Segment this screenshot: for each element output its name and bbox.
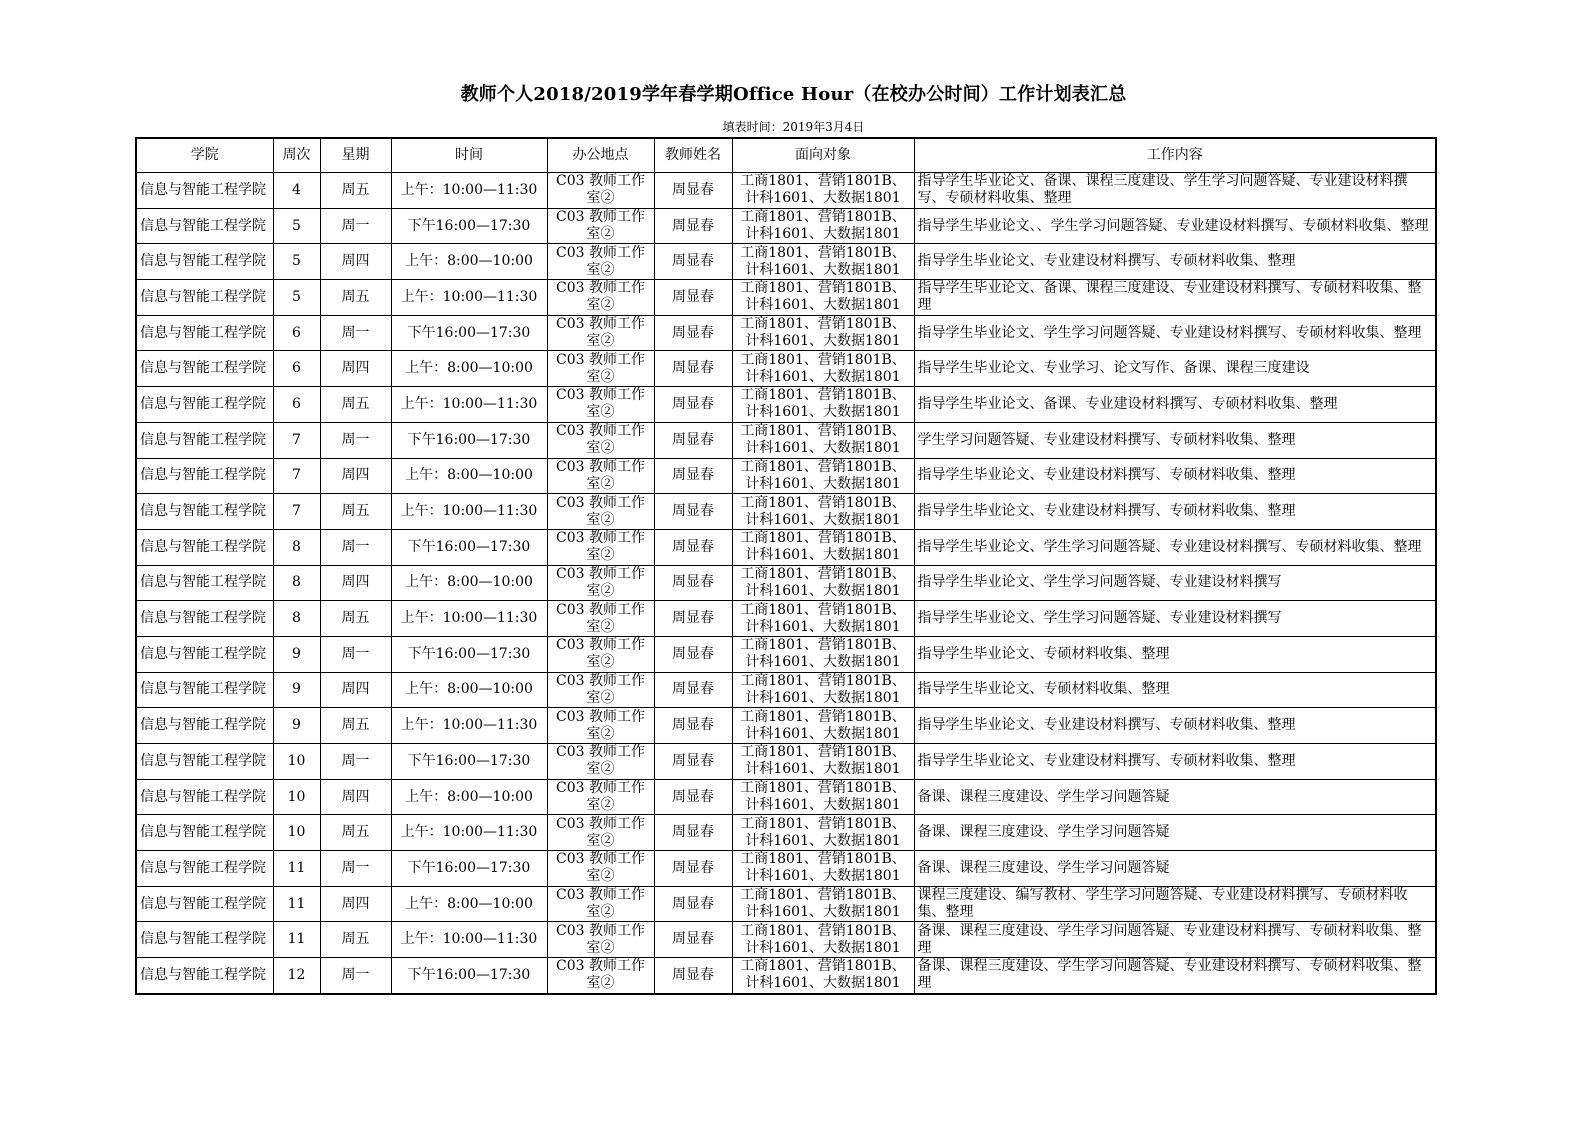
cell-place: C03 教师工作室② <box>547 529 654 565</box>
cell-target: 工商1801、营销1801B、计科1601、大数据1801 <box>732 779 914 815</box>
cell-target: 工商1801、营销1801B、计科1601、大数据1801 <box>732 244 914 280</box>
cell-college: 信息与智能工程学院 <box>136 565 273 601</box>
cell-content: 指导学生毕业论文、学生学习问题答疑、专业建设材料撰写、专硕材料收集、整理 <box>914 529 1436 565</box>
cell-target: 工商1801、营销1801B、计科1601、大数据1801 <box>732 922 914 958</box>
cell-time: 下午16:00—17:30 <box>391 744 547 780</box>
cell-time: 上午：10:00—11:30 <box>391 601 547 637</box>
cell-week: 6 <box>273 387 320 423</box>
cell-week: 4 <box>273 173 320 209</box>
cell-place: C03 教师工作室② <box>547 958 654 994</box>
cell-target: 工商1801、营销1801B、计科1601、大数据1801 <box>732 494 914 530</box>
cell-content: 指导学生毕业论文、专业建设材料撰写、专硕材料收集、整理 <box>914 744 1436 780</box>
cell-target: 工商1801、营销1801B、计科1601、大数据1801 <box>732 351 914 387</box>
cell-target: 工商1801、营销1801B、计科1601、大数据1801 <box>732 280 914 316</box>
cell-college: 信息与智能工程学院 <box>136 280 273 316</box>
cell-teacher: 周显春 <box>654 173 732 209</box>
cell-week: 10 <box>273 779 320 815</box>
cell-day: 周四 <box>320 565 391 601</box>
cell-content: 备课、课程三度建设、学生学习问题答疑 <box>914 779 1436 815</box>
table-row <box>136 315 1436 351</box>
cell-place: C03 教师工作室② <box>547 779 654 815</box>
cell-day: 周一 <box>320 958 391 994</box>
cell-day: 周一 <box>320 744 391 780</box>
cell-target: 工商1801、营销1801B、计科1601、大数据1801 <box>732 851 914 887</box>
cell-week: 8 <box>273 565 320 601</box>
cell-time: 下午16:00—17:30 <box>391 851 547 887</box>
table-row <box>136 601 1436 637</box>
table-row <box>136 280 1436 316</box>
table-row <box>136 529 1436 565</box>
table-row <box>136 958 1436 994</box>
table-row <box>136 494 1436 530</box>
cell-content: 学生学习问题答疑、专业建设材料撰写、专硕材料收集、整理 <box>914 422 1436 458</box>
cell-target: 工商1801、营销1801B、计科1601、大数据1801 <box>732 208 914 244</box>
cell-time: 上午：10:00—11:30 <box>391 708 547 744</box>
cell-week: 9 <box>273 708 320 744</box>
cell-target: 工商1801、营销1801B、计科1601、大数据1801 <box>732 708 914 744</box>
cell-teacher: 周显春 <box>654 672 732 708</box>
cell-content: 指导学生毕业论文、学生学习问题答疑、专业建设材料撰写、专硕材料收集、整理 <box>914 315 1436 351</box>
cell-place: C03 教师工作室② <box>547 851 654 887</box>
cell-target: 工商1801、营销1801B、计科1601、大数据1801 <box>732 744 914 780</box>
cell-content: 指导学生毕业论文、学生学习问题答疑、专业建设材料撰写 <box>914 601 1436 637</box>
cell-teacher: 周显春 <box>654 565 732 601</box>
table-row <box>136 422 1436 458</box>
table-row <box>136 387 1436 423</box>
cell-time: 上午：8:00—10:00 <box>391 458 547 494</box>
cell-place: C03 教师工作室② <box>547 494 654 530</box>
cell-teacher: 周显春 <box>654 351 732 387</box>
cell-place: C03 教师工作室② <box>547 173 654 209</box>
cell-target: 工商1801、营销1801B、计科1601、大数据1801 <box>732 387 914 423</box>
cell-college: 信息与智能工程学院 <box>136 886 273 922</box>
cell-place: C03 教师工作室② <box>547 636 654 672</box>
cell-week: 6 <box>273 351 320 387</box>
page-title: 教师个人2018/2019学年春学期Office Hour（在校办公时间）工作计划表汇总 <box>460 84 1127 105</box>
cell-target: 工商1801、营销1801B、计科1601、大数据1801 <box>732 672 914 708</box>
cell-time: 上午：10:00—11:30 <box>391 815 547 851</box>
cell-place: C03 教师工作室② <box>547 422 654 458</box>
cell-college: 信息与智能工程学院 <box>136 494 273 530</box>
cell-week: 11 <box>273 851 320 887</box>
cell-teacher: 周显春 <box>654 601 732 637</box>
cell-content: 指导学生毕业论文、专硕材料收集、整理 <box>914 672 1436 708</box>
cell-teacher: 周显春 <box>654 708 732 744</box>
cell-time: 上午：10:00—11:30 <box>391 494 547 530</box>
cell-time: 上午：10:00—11:30 <box>391 173 547 209</box>
cell-target: 工商1801、营销1801B、计科1601、大数据1801 <box>732 422 914 458</box>
cell-week: 6 <box>273 315 320 351</box>
cell-content: 指导学生毕业论文、专业建设材料撰写、专硕材料收集、整理 <box>914 708 1436 744</box>
cell-content: 指导学生毕业论文、专业建设材料撰写、专硕材料收集、整理 <box>914 244 1436 280</box>
table-row <box>136 708 1436 744</box>
cell-place: C03 教师工作室② <box>547 244 654 280</box>
table-row <box>136 851 1436 887</box>
cell-teacher: 周显春 <box>654 529 732 565</box>
table-body <box>136 173 1436 994</box>
cell-content: 指导学生毕业论文、备课、课程三度建设、学生学习问题答疑、专业建设材料撰写、专硕材料收集、整理 <box>914 173 1436 209</box>
cell-day: 周五 <box>320 387 391 423</box>
cell-week: 12 <box>273 958 320 994</box>
cell-teacher: 周显春 <box>654 208 732 244</box>
cell-target: 工商1801、营销1801B、计科1601、大数据1801 <box>732 173 914 209</box>
cell-teacher: 周显春 <box>654 280 732 316</box>
cell-day: 周一 <box>320 636 391 672</box>
cell-place: C03 教师工作室② <box>547 708 654 744</box>
cell-place: C03 教师工作室② <box>547 458 654 494</box>
cell-week: 5 <box>273 280 320 316</box>
cell-teacher: 周显春 <box>654 315 732 351</box>
cell-week: 10 <box>273 815 320 851</box>
cell-college: 信息与智能工程学院 <box>136 351 273 387</box>
cell-place: C03 教师工作室② <box>547 315 654 351</box>
cell-college: 信息与智能工程学院 <box>136 458 273 494</box>
cell-time: 上午：10:00—11:30 <box>391 922 547 958</box>
fill-date: 填表时间：2019年3月4日 <box>722 120 865 134</box>
cell-teacher: 周显春 <box>654 922 732 958</box>
cell-week: 7 <box>273 494 320 530</box>
cell-week: 7 <box>273 458 320 494</box>
cell-content: 指导学生毕业论文、备课、专业建设材料撰写、专硕材料收集、整理 <box>914 387 1436 423</box>
cell-college: 信息与智能工程学院 <box>136 851 273 887</box>
cell-week: 5 <box>273 208 320 244</box>
column-header-week: 周次 <box>273 138 320 173</box>
cell-week: 7 <box>273 422 320 458</box>
cell-content: 课程三度建设、编写教材、学生学习问题答疑、专业建设材料撰写、专硕材料收集、整理 <box>914 886 1436 922</box>
cell-teacher: 周显春 <box>654 494 732 530</box>
cell-time: 上午：8:00—10:00 <box>391 672 547 708</box>
cell-time: 下午16:00—17:30 <box>391 958 547 994</box>
cell-teacher: 周显春 <box>654 387 732 423</box>
column-header-target: 面向对象 <box>732 138 914 173</box>
cell-place: C03 教师工作室② <box>547 815 654 851</box>
cell-teacher: 周显春 <box>654 422 732 458</box>
cell-time: 下午16:00—17:30 <box>391 422 547 458</box>
header-row <box>136 138 1436 173</box>
cell-day: 周四 <box>320 779 391 815</box>
cell-college: 信息与智能工程学院 <box>136 208 273 244</box>
cell-content: 指导学生毕业论文、备课、课程三度建设、专业建设材料撰写、专硕材料收集、整理 <box>914 280 1436 316</box>
cell-place: C03 教师工作室② <box>547 208 654 244</box>
table-row <box>136 815 1436 851</box>
cell-target: 工商1801、营销1801B、计科1601、大数据1801 <box>732 815 914 851</box>
cell-teacher: 周显春 <box>654 958 732 994</box>
cell-day: 周一 <box>320 422 391 458</box>
cell-day: 周四 <box>320 458 391 494</box>
table-row <box>136 173 1436 209</box>
cell-time: 下午16:00—17:30 <box>391 208 547 244</box>
cell-week: 9 <box>273 636 320 672</box>
cell-content: 指导学生毕业论文、专业学习、论文写作、备课、课程三度建设 <box>914 351 1436 387</box>
cell-time: 上午：10:00—11:30 <box>391 387 547 423</box>
cell-day: 周五 <box>320 815 391 851</box>
column-header-teacher: 教师姓名 <box>654 138 732 173</box>
table-row <box>136 636 1436 672</box>
table-row <box>136 458 1436 494</box>
cell-week: 10 <box>273 744 320 780</box>
cell-college: 信息与智能工程学院 <box>136 244 273 280</box>
cell-time: 上午：8:00—10:00 <box>391 244 547 280</box>
table-row <box>136 244 1436 280</box>
cell-teacher: 周显春 <box>654 744 732 780</box>
cell-week: 11 <box>273 922 320 958</box>
table-row <box>136 744 1436 780</box>
cell-day: 周五 <box>320 708 391 744</box>
cell-day: 周四 <box>320 886 391 922</box>
cell-target: 工商1801、营销1801B、计科1601、大数据1801 <box>732 636 914 672</box>
cell-content: 备课、课程三度建设、学生学习问题答疑 <box>914 851 1436 887</box>
cell-day: 周四 <box>320 672 391 708</box>
cell-time: 下午16:00—17:30 <box>391 636 547 672</box>
cell-day: 周五 <box>320 601 391 637</box>
cell-target: 工商1801、营销1801B、计科1601、大数据1801 <box>732 601 914 637</box>
cell-time: 上午：8:00—10:00 <box>391 351 547 387</box>
cell-content: 指导学生毕业论文、专硕材料收集、整理 <box>914 636 1436 672</box>
column-header-time: 时间 <box>391 138 547 173</box>
cell-time: 上午：8:00—10:00 <box>391 779 547 815</box>
cell-teacher: 周显春 <box>654 886 732 922</box>
cell-college: 信息与智能工程学院 <box>136 708 273 744</box>
cell-place: C03 教师工作室② <box>547 280 654 316</box>
cell-college: 信息与智能工程学院 <box>136 744 273 780</box>
cell-college: 信息与智能工程学院 <box>136 922 273 958</box>
cell-place: C03 教师工作室② <box>547 351 654 387</box>
cell-day: 周五 <box>320 173 391 209</box>
cell-day: 周五 <box>320 280 391 316</box>
cell-content: 指导学生毕业论文、学生学习问题答疑、专业建设材料撰写 <box>914 565 1436 601</box>
column-header-place: 办公地点 <box>547 138 654 173</box>
cell-college: 信息与智能工程学院 <box>136 958 273 994</box>
cell-teacher: 周显春 <box>654 779 732 815</box>
cell-time: 上午：10:00—11:30 <box>391 280 547 316</box>
table-row <box>136 208 1436 244</box>
cell-college: 信息与智能工程学院 <box>136 422 273 458</box>
cell-teacher: 周显春 <box>654 851 732 887</box>
cell-target: 工商1801、营销1801B、计科1601、大数据1801 <box>732 315 914 351</box>
cell-target: 工商1801、营销1801B、计科1601、大数据1801 <box>732 565 914 601</box>
cell-place: C03 教师工作室② <box>547 565 654 601</box>
cell-college: 信息与智能工程学院 <box>136 387 273 423</box>
cell-place: C03 教师工作室② <box>547 744 654 780</box>
table-row <box>136 779 1436 815</box>
cell-college: 信息与智能工程学院 <box>136 672 273 708</box>
cell-content: 备课、课程三度建设、学生学习问题答疑、专业建设材料撰写、专硕材料收集、整理 <box>914 958 1436 994</box>
cell-college: 信息与智能工程学院 <box>136 779 273 815</box>
cell-content: 指导学生毕业论文、、学生学习问题答疑、专业建设材料撰写、专硕材料收集、整理 <box>914 208 1436 244</box>
cell-day: 周五 <box>320 922 391 958</box>
cell-college: 信息与智能工程学院 <box>136 601 273 637</box>
cell-college: 信息与智能工程学院 <box>136 173 273 209</box>
cell-place: C03 教师工作室② <box>547 886 654 922</box>
cell-college: 信息与智能工程学院 <box>136 636 273 672</box>
cell-content: 指导学生毕业论文、专业建设材料撰写、专硕材料收集、整理 <box>914 494 1436 530</box>
cell-teacher: 周显春 <box>654 244 732 280</box>
column-header-content: 工作内容 <box>914 138 1436 173</box>
cell-place: C03 教师工作室② <box>547 922 654 958</box>
cell-college: 信息与智能工程学院 <box>136 815 273 851</box>
cell-day: 周四 <box>320 351 391 387</box>
cell-day: 周一 <box>320 208 391 244</box>
cell-target: 工商1801、营销1801B、计科1601、大数据1801 <box>732 886 914 922</box>
cell-target: 工商1801、营销1801B、计科1601、大数据1801 <box>732 458 914 494</box>
cell-week: 9 <box>273 672 320 708</box>
cell-content: 备课、课程三度建设、学生学习问题答疑 <box>914 815 1436 851</box>
column-header-college: 学院 <box>136 138 273 173</box>
cell-place: C03 教师工作室② <box>547 601 654 637</box>
cell-content: 指导学生毕业论文、专业建设材料撰写、专硕材料收集、整理 <box>914 458 1436 494</box>
cell-place: C03 教师工作室② <box>547 387 654 423</box>
cell-day: 周一 <box>320 315 391 351</box>
table-row <box>136 886 1436 922</box>
cell-week: 5 <box>273 244 320 280</box>
cell-teacher: 周显春 <box>654 636 732 672</box>
cell-content: 备课、课程三度建设、学生学习问题答疑、专业建设材料撰写、专硕材料收集、整理 <box>914 922 1436 958</box>
cell-target: 工商1801、营销1801B、计科1601、大数据1801 <box>732 958 914 994</box>
table-row <box>136 922 1436 958</box>
cell-day: 周一 <box>320 851 391 887</box>
table-row <box>136 565 1436 601</box>
table-row <box>136 351 1436 387</box>
cell-week: 8 <box>273 601 320 637</box>
cell-time: 下午16:00—17:30 <box>391 315 547 351</box>
cell-teacher: 周显春 <box>654 815 732 851</box>
table-row <box>136 672 1436 708</box>
cell-day: 周一 <box>320 529 391 565</box>
cell-target: 工商1801、营销1801B、计科1601、大数据1801 <box>732 529 914 565</box>
office-hour-table <box>135 137 1437 995</box>
column-header-day: 星期 <box>320 138 391 173</box>
cell-week: 8 <box>273 529 320 565</box>
cell-week: 11 <box>273 886 320 922</box>
cell-time: 下午16:00—17:30 <box>391 529 547 565</box>
cell-place: C03 教师工作室② <box>547 672 654 708</box>
cell-college: 信息与智能工程学院 <box>136 529 273 565</box>
cell-teacher: 周显春 <box>654 458 732 494</box>
cell-college: 信息与智能工程学院 <box>136 315 273 351</box>
cell-time: 上午：8:00—10:00 <box>391 886 547 922</box>
cell-time: 上午：8:00—10:00 <box>391 565 547 601</box>
cell-day: 周四 <box>320 244 391 280</box>
cell-day: 周五 <box>320 494 391 530</box>
